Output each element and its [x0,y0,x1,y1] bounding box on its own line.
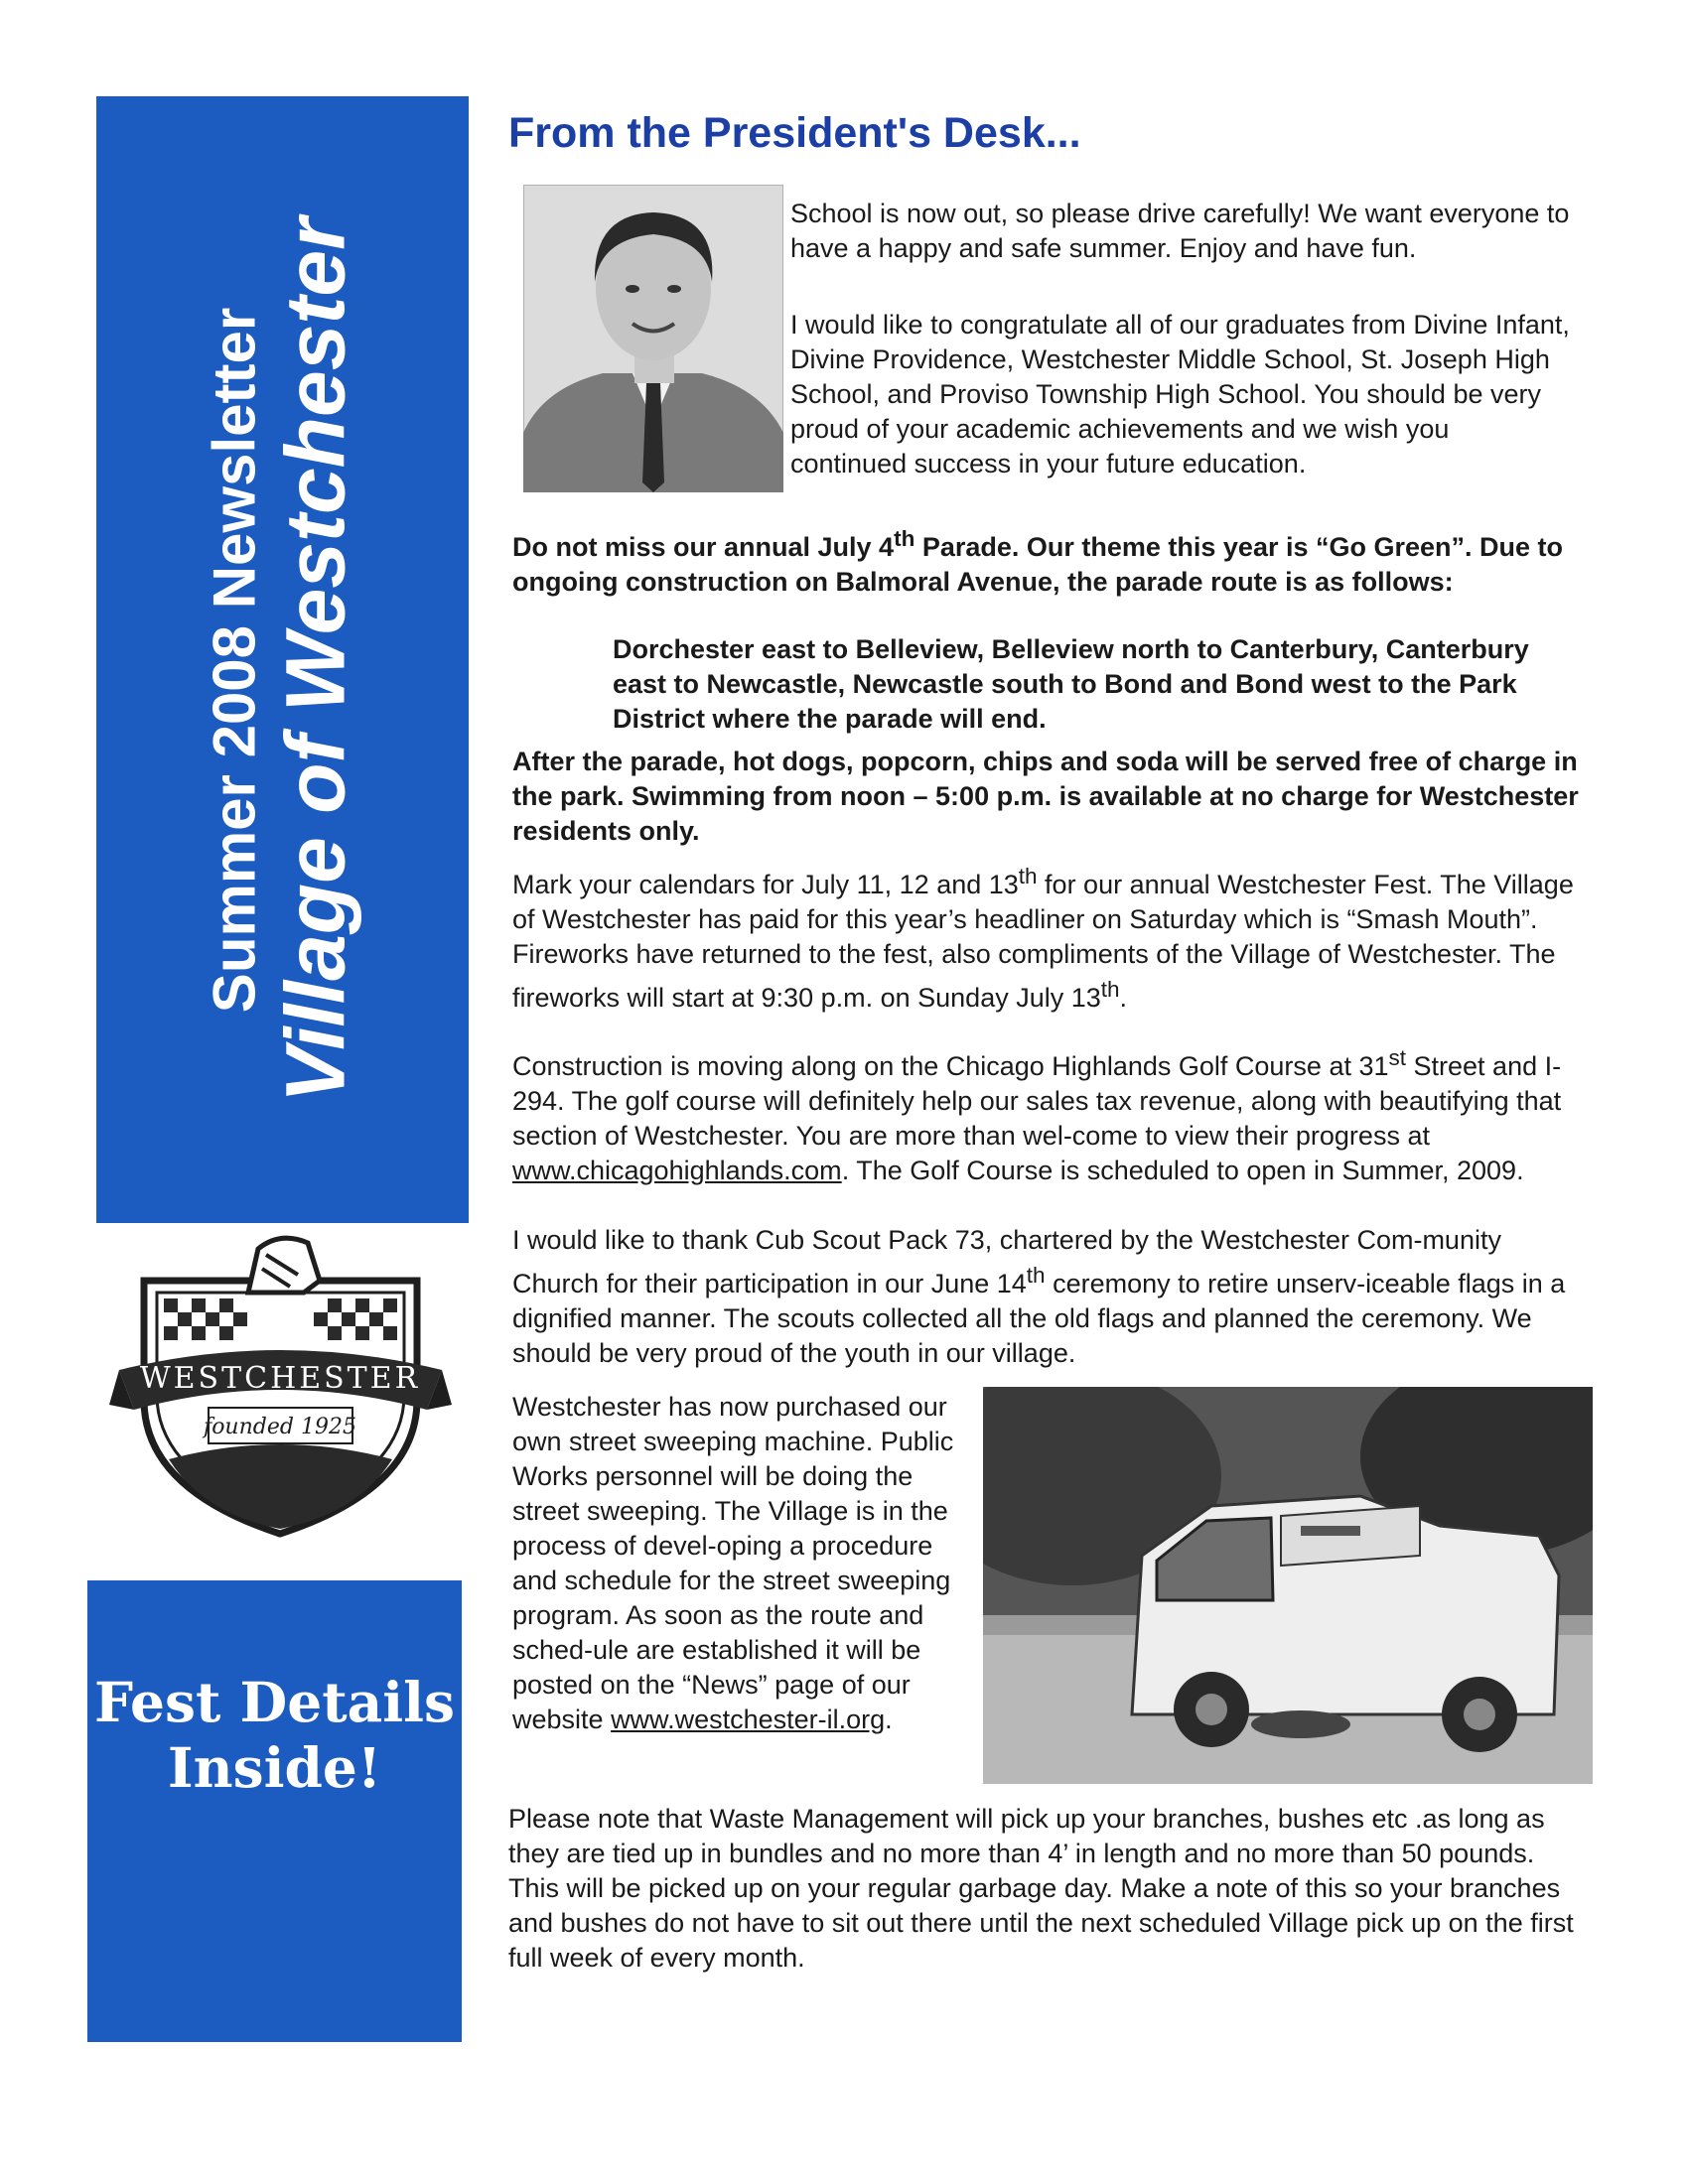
fest-details-callout [87,1580,462,2042]
chicagohighlands-link[interactable]: www.chicagohighlands.com [512,1156,842,1185]
cub-scout-paragraph: I would like to thank Cub Scout Pack 73, chartered by the Westchester Com-munity Church for their participation in our June 14th ceremony to retire unserv-iceable flags in a dignified manner. The scouts collected all the old flags and planned the ceremony. We should be very proud of the youth in our village. [512,1225,1566,1368]
after-parade-paragraph: After the parade, hot dogs, popcorn, chips and soda will be served free of charge in the park. Swimming from noon – 5:00 p.m. is available at no charge for Westchester residents only. [512,747,1579,846]
seal-banner-text: WESTCHESTER [139,1361,421,1396]
president-portrait-photo [523,185,783,492]
fest-paragraph: Mark your calendars for July 11, 12 and 13th for our annual Westchester Fest. The Village of Westchester has paid for this year’s headliner on Saturday which is “Smash Mouth”. Fireworks have returned to the fest, also compliments of the Village of Westchester. The fireworks will start at 9:30 p.m. on Sunday July 13th. [512,864,1574,1013]
fest-callout-line1: Fest Details [93,1670,456,1734]
newsletter-issue: Summer 2008 Newsletter [201,307,268,1013]
westchester-seal-logo [109,1231,452,1539]
village-name: Village of Westchester [268,216,362,1103]
fest-callout-line2: Inside! [167,1735,382,1800]
intro-paragraph: School is now out, so please drive carefully! We want everyone to have a happy and safe summer. Enjoy and have fun. [790,199,1570,263]
street-sweeper-photo [983,1387,1593,1784]
article-title: From the President's Desk... [508,109,1081,157]
banner-text [202,134,363,1186]
seal-founded-text: founded 1925 [204,1415,356,1439]
parade-route: Dorchester east to Belleview, Belleview north to Canterbury, Canterbury east to Newcastle, Newcastle south to Bond and Bond west to the Park District where the parade will end. [613,634,1529,734]
golf-course-paragraph: Construction is moving along on the Chicago Highlands Golf Course at 31st Street and I-294. The golf course will definitely help our sales tax revenue, along with beautifying that section of Westchester. You are more than wel-come to view their progress at www.chicagohighlands.com. The Golf Course is scheduled to open in Summer, 2009. [512,1045,1562,1185]
graduates-paragraph: I would like to congratulate all of our graduates from Divine Infant, Divine Providence, Westchester Middle School, St. Joseph High School, and Proviso Township High School. You should be very proud of your academic achievements and we wish you continued success in your future education. [790,310,1570,478]
street-sweeping-paragraph: Westchester has now purchased our own street sweeping machine. Public Works personnel will be doing the street sweeping. The Village is in the process of devel-oping a procedure and schedule for the street sweeping program. As soon as the route and sched-ule are established it will be posted on the “News” page of our website www.westchester-il.org. [512,1392,954,1734]
waste-management-paragraph: Please note that Waste Management will pick up your branches, bushes etc .as long as they are tied up in bundles and no more than 4’ in length and no more than 50 pounds. This will be picked up on your regular garbage day. Make a note of this so your branches and bushes do not have to sit out there until the next scheduled Village pick up on the first full week of every month. [508,1804,1574,1973]
parade-paragraph: Do not miss our annual July 4th Parade. Our theme this year is “Go Green”. Due to ongoing construction on Balmoral Avenue, the parade route is as follows: [512,526,1564,597]
westchester-website-link[interactable]: www.westchester-il.org [611,1705,886,1734]
newsletter-banner [96,96,469,1223]
